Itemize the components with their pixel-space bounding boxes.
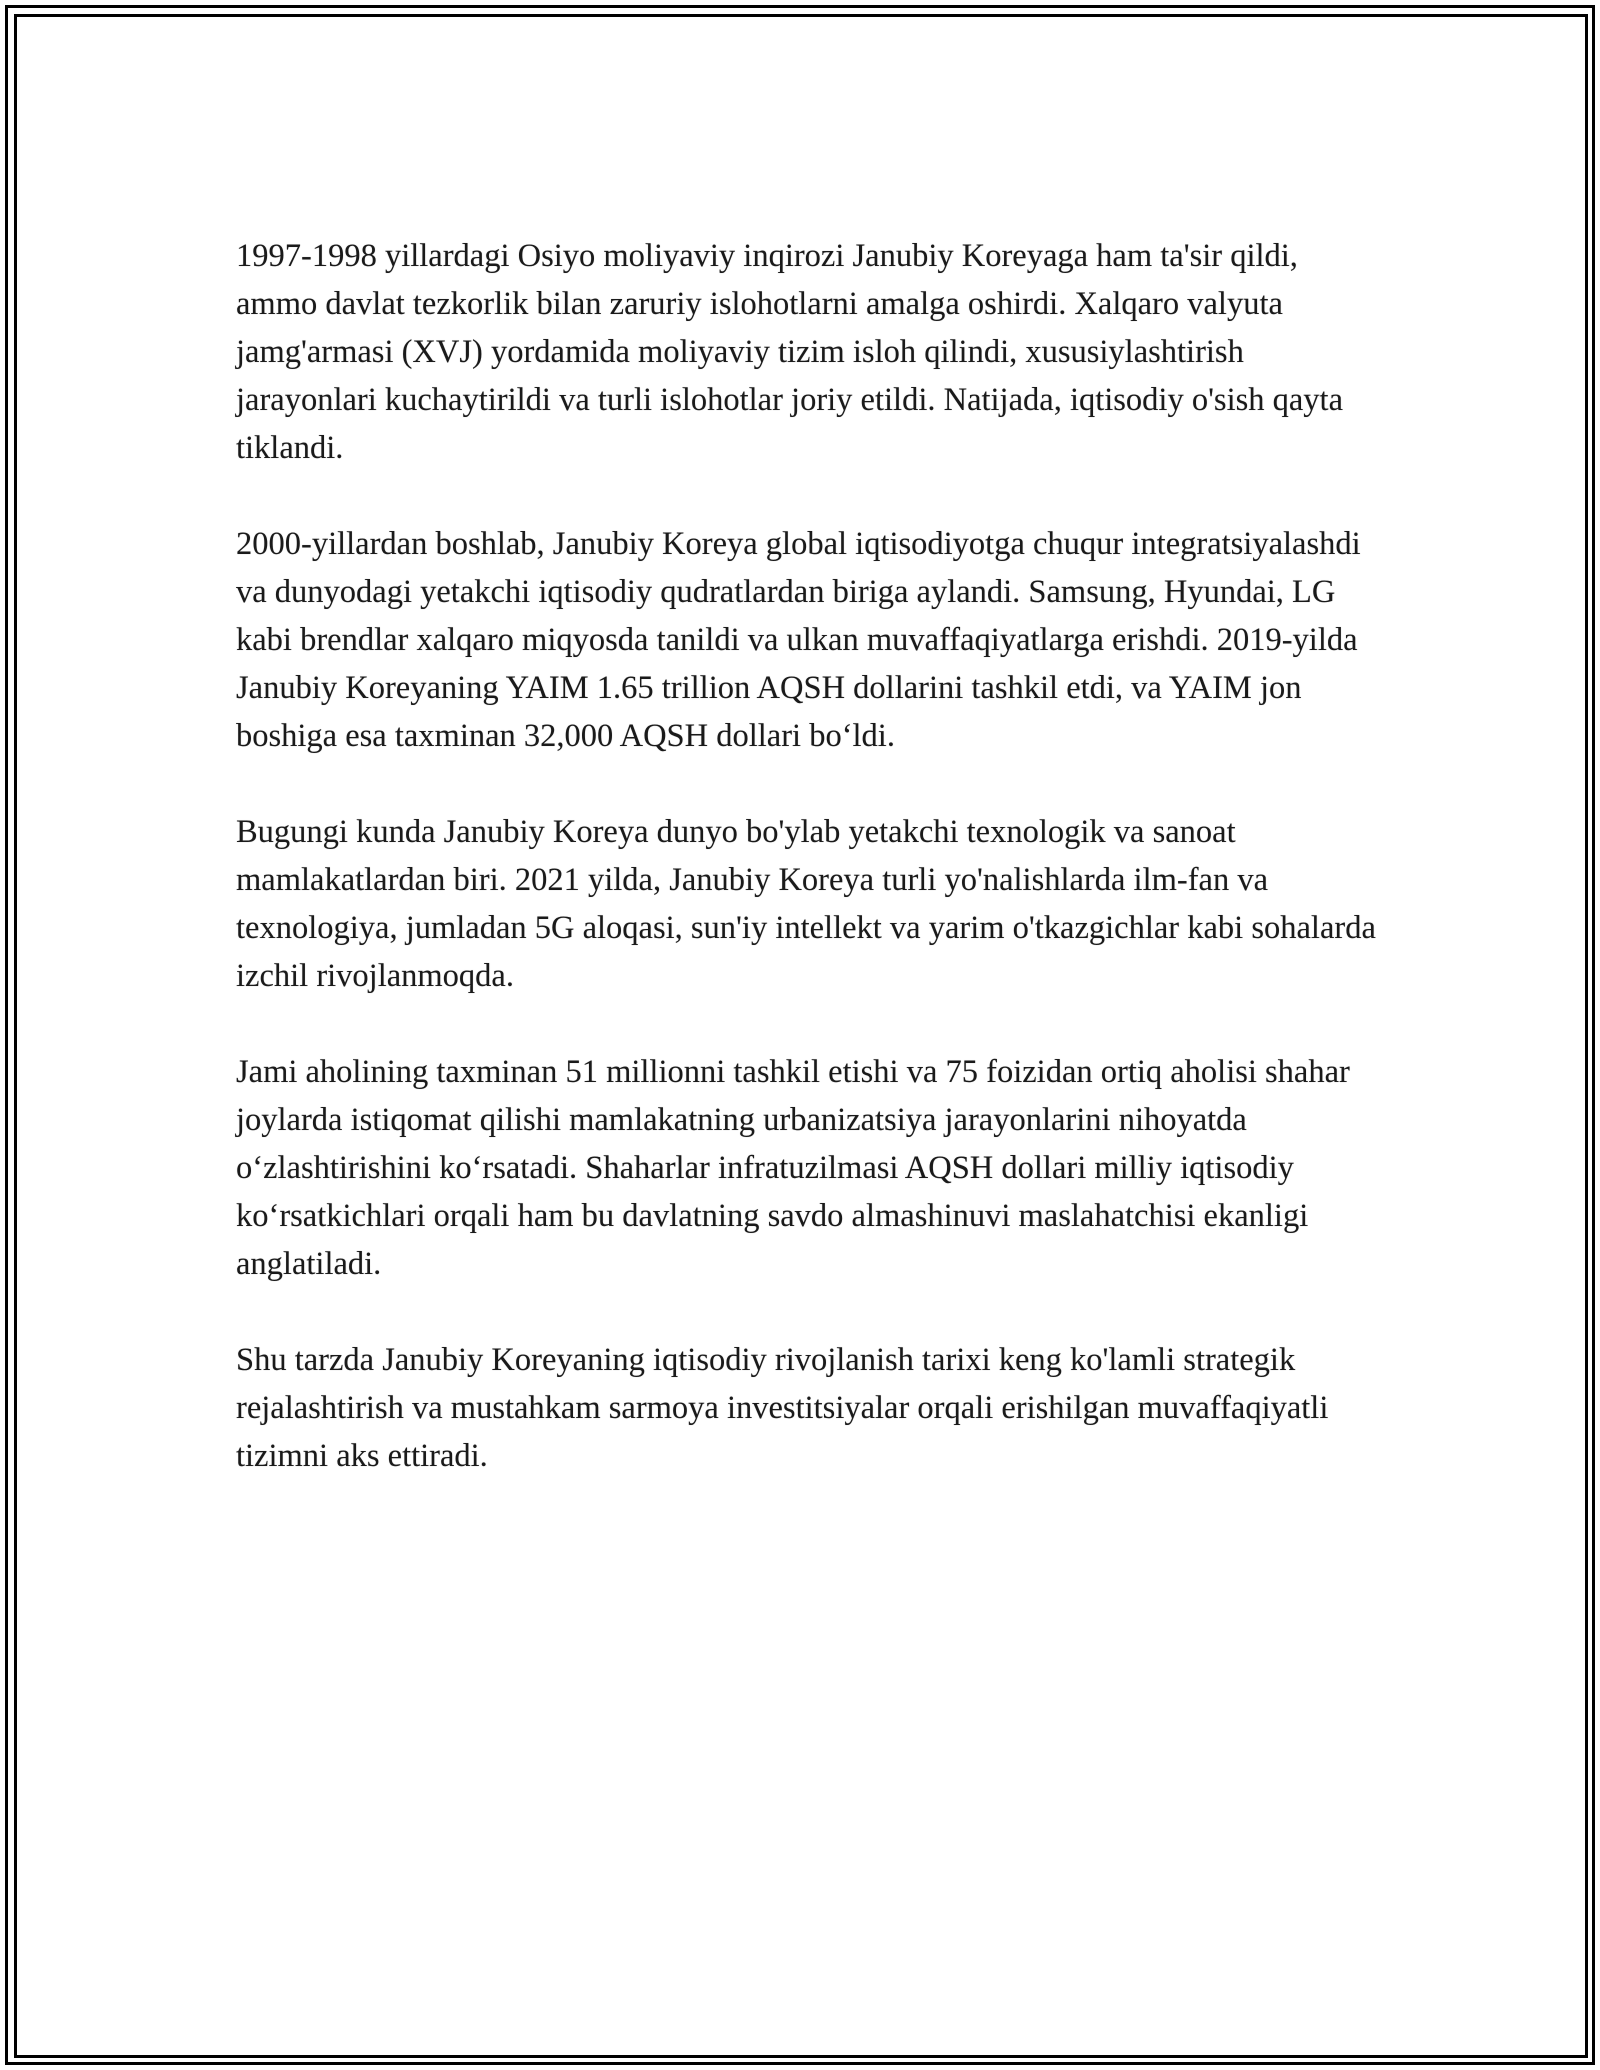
paragraph-conclusion: Shu tarzda Janubiy Koreyaning iqtisodiy rivojlanish tarixi keng ko'lamli strategik rejalashtirish va mustahkam sarmoya investitsiyalar orqali erishilgan muvaffaqiyatli tizimni aks ettiradi. — [236, 1342, 1329, 1474]
paragraph-urbanization: Jami aholining taxminan 51 millionni tashkil etishi va 75 foizidan ortiq aholisi shahar joylarda istiqomat qilishi mamlakatning urbanizatsiya jarayonlarini nihoyatda o‘zlashtirishini ko‘rsatadi. Shaharlar infratuzilmasi AQSH dollari milliy iqtisodiy ko‘rsatkichlari orqali ham bu davlatning savdo almashinuvi maslahatchisi ekanligi anglatiladi. — [236, 1054, 1350, 1282]
document-body — [236, 232, 1376, 1528]
paragraph-asian-crisis: 1997-1998 yillardagi Osiyo moliyaviy inqirozi Janubiy Koreyaga ham ta'sir qildi, ammo davlat tezkorlik bilan zaruriy islohotlarni amalga oshirdi. Xalqaro valyuta jamg'armasi (XVJ) yordamida moliyaviy tizim isloh qilindi, xususiylashtirish jarayonlari kuchaytirildi va turli islohotlar joriy etildi. Natijada, iqtisodiy o'sish qayta tiklandi. — [236, 238, 1344, 466]
paragraph-technology: Bugungi kunda Janubiy Koreya dunyo bo'ylab yetakchi texnologik va sanoat mamlakatlardan biri. 2021 yilda, Janubiy Koreya turli yo'nalishlarda ilm-fan va texnologiya, jumladan 5G aloqasi, sun'iy intellekt va yarim o'tkazgichlar kabi sohalarda izchil rivojlanmoqda. — [236, 814, 1376, 994]
paragraph-global-integration: 2000-yillardan boshlab, Janubiy Koreya global iqtisodiyotga chuqur integratsiyalashdi va dunyodagi yetakchi iqtisodiy qudratlardan biriga aylandi. Samsung, Hyundai, LG kabi brendlar xalqaro miqyosda tanildi va ulkan muvaffaqiyatlarga erishdi. 2019-yilda Janubiy Koreyaning YAIM 1.65 trillion AQSH dollarini tashkil etdi, va YAIM jon boshiga esa taxminan 32,000 AQSH dollari bo‘ldi. — [236, 526, 1361, 754]
